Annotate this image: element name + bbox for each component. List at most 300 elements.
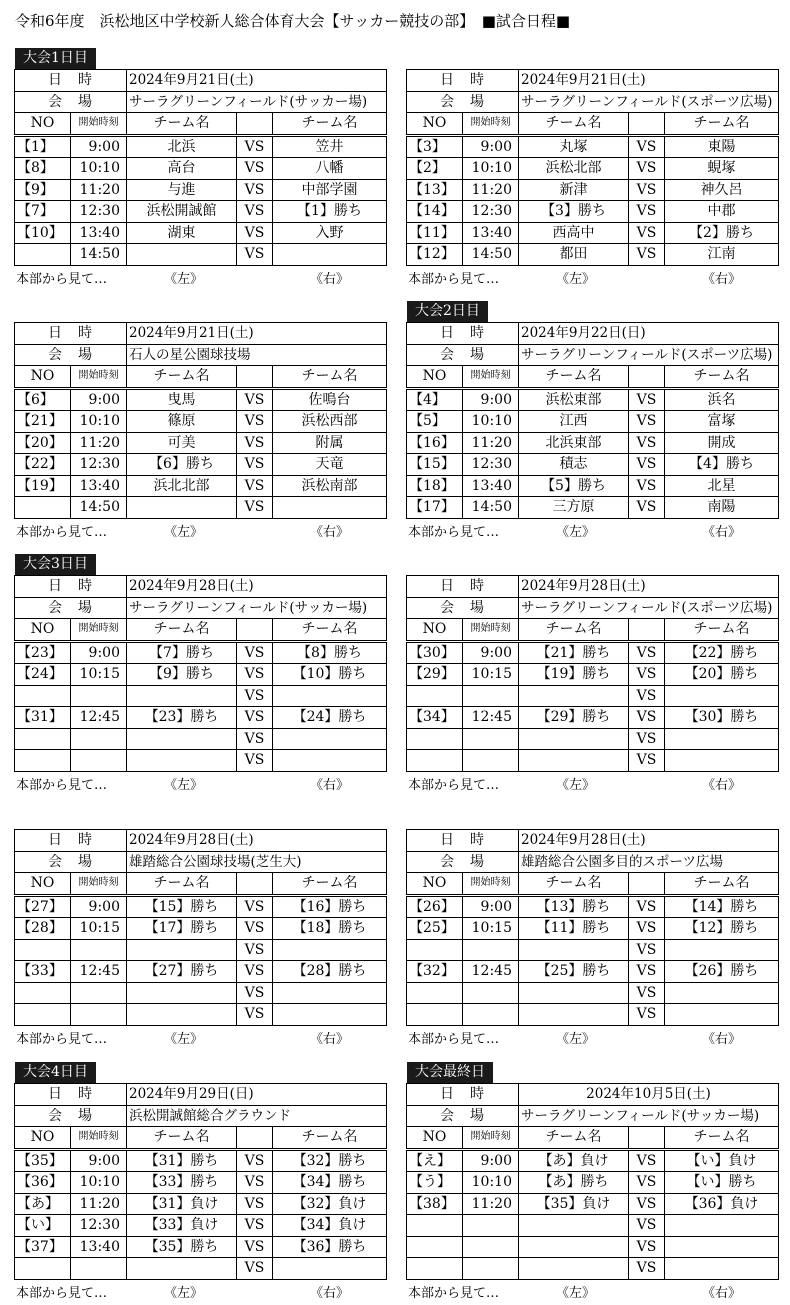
vs-label: VS — [629, 135, 665, 158]
team-right: 【1】勝ち — [273, 201, 387, 223]
team-right: 中郡 — [665, 201, 779, 223]
team-right: 【36】勝ち — [273, 1236, 387, 1258]
vs-header-blank — [237, 619, 273, 642]
team-left: 【33】負け — [127, 1215, 237, 1237]
match-row — [407, 135, 779, 158]
left-side-label: 《左》 — [556, 271, 596, 287]
team-header-right: チーム名 — [665, 1127, 779, 1150]
match-row — [15, 1004, 387, 1026]
match-number: 【19】 — [15, 475, 71, 497]
start-time-header: 開始時刻 — [71, 1127, 127, 1150]
from-hq-label: 本部から見て… — [408, 1285, 500, 1301]
orientation-note — [14, 772, 386, 792]
schedule-block — [406, 575, 778, 792]
team-left: 【11】勝ち — [519, 918, 629, 940]
vs-label: VS — [629, 497, 665, 519]
venue-label: 会 場 — [407, 344, 519, 366]
date-value: 2024年9月28日(土) — [519, 576, 779, 598]
start-time-header: 開始時刻 — [71, 113, 127, 136]
team-left — [519, 728, 629, 750]
match-row — [15, 1149, 387, 1172]
match-number: 【18】 — [407, 475, 463, 497]
match-row — [407, 244, 779, 266]
start-time: 12:30 — [71, 1215, 127, 1237]
team-header-right: チーム名 — [273, 619, 387, 642]
match-row — [407, 411, 779, 433]
match-row — [15, 1236, 387, 1258]
match-number: 【30】 — [407, 641, 463, 664]
match-number — [15, 1004, 71, 1026]
match-row — [15, 918, 387, 940]
vs-label: VS — [237, 961, 273, 983]
match-number: 【い】 — [15, 1215, 71, 1237]
date-label: 日 時 — [407, 70, 519, 92]
team-right — [273, 1004, 387, 1026]
team-left: 【31】勝ち — [127, 1149, 237, 1172]
match-number — [15, 1258, 71, 1280]
venue-label: 会 場 — [15, 91, 127, 113]
team-header-right: チーム名 — [273, 113, 387, 136]
start-time — [71, 1258, 127, 1280]
team-right: 【22】勝ち — [665, 641, 779, 664]
match-number: 【う】 — [407, 1172, 463, 1194]
start-time: 13:40 — [463, 222, 519, 244]
vs-label: VS — [629, 244, 665, 266]
no-header: NO — [407, 873, 463, 896]
match-row — [407, 664, 779, 686]
team-header-left: チーム名 — [127, 113, 237, 136]
team-right: 【い】負け — [665, 1149, 779, 1172]
match-number: 【29】 — [407, 664, 463, 686]
date-label: 日 時 — [15, 70, 127, 92]
right-side-label: 《右》 — [310, 1285, 350, 1301]
start-time: 9:00 — [71, 388, 127, 411]
match-number — [407, 728, 463, 750]
match-row — [15, 664, 387, 686]
match-number — [407, 1258, 463, 1280]
match-number: 【8】 — [15, 158, 71, 180]
vs-label: VS — [237, 1004, 273, 1026]
team-left: 【6】勝ち — [127, 454, 237, 476]
vs-label: VS — [629, 475, 665, 497]
team-header-right: チーム名 — [273, 366, 387, 389]
team-right: 北星 — [665, 475, 779, 497]
start-time-header: 開始時刻 — [71, 366, 127, 389]
vs-label: VS — [629, 1004, 665, 1026]
match-row — [407, 388, 779, 411]
start-time — [71, 750, 127, 772]
start-time — [463, 1004, 519, 1026]
team-right: 【20】勝ち — [665, 664, 779, 686]
match-row — [15, 750, 387, 772]
team-left: 【7】勝ち — [127, 641, 237, 664]
right-side-label: 《右》 — [702, 271, 742, 287]
team-header-left: チーム名 — [519, 113, 629, 136]
team-header-right: チーム名 — [273, 873, 387, 896]
team-left: 積志 — [519, 454, 629, 476]
team-left — [519, 1258, 629, 1280]
vs-header-blank — [629, 873, 665, 896]
team-left: 三方原 — [519, 497, 629, 519]
vs-label: VS — [629, 158, 665, 180]
day-label-2: 大会2日目 — [407, 301, 488, 322]
match-number: 【37】 — [15, 1236, 71, 1258]
start-time: 10:15 — [71, 918, 127, 940]
team-left: 【35】負け — [519, 1193, 629, 1215]
team-left: 【27】勝ち — [127, 961, 237, 983]
venue-value: 雄踏総合公園多目的スポーツ広場 — [519, 851, 779, 873]
vs-label: VS — [237, 1258, 273, 1280]
schedule-block — [406, 322, 778, 539]
vs-label: VS — [629, 895, 665, 918]
vs-label: VS — [237, 135, 273, 158]
team-left: 【あ】負け — [519, 1149, 629, 1172]
team-header-left: チーム名 — [519, 619, 629, 642]
team-right: 【32】負け — [273, 1193, 387, 1215]
team-right: 富塚 — [665, 411, 779, 433]
match-number — [407, 939, 463, 961]
match-number: 【12】 — [407, 244, 463, 266]
date-value: 2024年9月21日(土) — [127, 70, 387, 92]
schedule-block — [406, 1083, 778, 1300]
right-side-label: 《右》 — [702, 1031, 742, 1047]
start-time: 11:20 — [71, 179, 127, 201]
start-time — [71, 939, 127, 961]
team-right — [273, 750, 387, 772]
start-time: 9:00 — [71, 135, 127, 158]
team-left — [519, 685, 629, 707]
match-number: 【26】 — [407, 895, 463, 918]
venue-label: 会 場 — [15, 1105, 127, 1127]
match-number: 【20】 — [15, 432, 71, 454]
start-time — [463, 750, 519, 772]
match-row — [15, 201, 387, 223]
team-right — [665, 1215, 779, 1237]
start-time: 9:00 — [71, 641, 127, 664]
left-side-label: 《左》 — [164, 777, 204, 793]
vs-label: VS — [237, 222, 273, 244]
from-hq-label: 本部から見て… — [408, 777, 500, 793]
team-right — [665, 685, 779, 707]
venue-value: サーラグリーンフィールド(スポーツ広場) — [519, 597, 779, 619]
start-time-header: 開始時刻 — [71, 873, 127, 896]
match-number: 【10】 — [15, 222, 71, 244]
match-row — [15, 1258, 387, 1280]
match-row — [407, 750, 779, 772]
team-left: 【9】勝ち — [127, 664, 237, 686]
right-side-label: 《右》 — [702, 777, 742, 793]
team-right: 【36】負け — [665, 1193, 779, 1215]
team-right: 天竜 — [273, 454, 387, 476]
match-number: 【5】 — [407, 411, 463, 433]
start-time: 9:00 — [463, 135, 519, 158]
start-time: 12:45 — [71, 707, 127, 729]
start-time: 10:10 — [463, 411, 519, 433]
vs-label: VS — [629, 1215, 665, 1237]
team-left — [519, 1236, 629, 1258]
match-row — [407, 982, 779, 1004]
team-header-left: チーム名 — [127, 619, 237, 642]
schedule-block — [14, 1083, 386, 1300]
match-number: 【33】 — [15, 961, 71, 983]
match-number — [407, 750, 463, 772]
start-time: 14:50 — [463, 497, 519, 519]
match-number — [407, 685, 463, 707]
date-label: 日 時 — [407, 830, 519, 852]
team-left: 浜松開誠館 — [127, 201, 237, 223]
match-row — [15, 1172, 387, 1194]
team-left: 【15】勝ち — [127, 895, 237, 918]
match-number: 【13】 — [407, 179, 463, 201]
date-value: 2024年9月21日(土) — [127, 323, 387, 345]
start-time — [463, 1236, 519, 1258]
team-right — [665, 1004, 779, 1026]
team-left: 【21】勝ち — [519, 641, 629, 664]
match-row — [15, 939, 387, 961]
vs-header-blank — [629, 619, 665, 642]
match-number: 【25】 — [407, 918, 463, 940]
from-hq-label: 本部から見て… — [408, 271, 500, 287]
team-right: 【8】勝ち — [273, 641, 387, 664]
venue-value: 雄踏総合公園球技場(芝生大) — [127, 851, 387, 873]
team-left — [519, 750, 629, 772]
vs-label: VS — [629, 728, 665, 750]
match-number: 【2】 — [407, 158, 463, 180]
match-row — [15, 135, 387, 158]
team-header-right: チーム名 — [665, 113, 779, 136]
start-time: 13:40 — [71, 475, 127, 497]
vs-header-blank — [237, 1127, 273, 1150]
date-value: 2024年9月28日(土) — [127, 830, 387, 852]
start-time: 14:50 — [463, 244, 519, 266]
team-right: 【18】勝ち — [273, 918, 387, 940]
match-number: 【36】 — [15, 1172, 71, 1194]
vs-label: VS — [237, 939, 273, 961]
team-left: 北浜東部 — [519, 432, 629, 454]
start-time: 10:15 — [463, 664, 519, 686]
from-hq-label: 本部から見て… — [16, 524, 108, 540]
orientation-note — [406, 266, 778, 286]
vs-label: VS — [237, 497, 273, 519]
date-value: 2024年9月28日(土) — [127, 576, 387, 598]
team-left: 【31】負け — [127, 1193, 237, 1215]
match-row — [407, 939, 779, 961]
venue-label: 会 場 — [407, 1105, 519, 1127]
left-side-label: 《左》 — [164, 524, 204, 540]
schedule-block — [406, 69, 778, 286]
team-right: 浜松西部 — [273, 411, 387, 433]
match-number — [15, 497, 71, 519]
match-number: 【35】 — [15, 1149, 71, 1172]
match-number: 【6】 — [15, 388, 71, 411]
team-left: 篠原 — [127, 411, 237, 433]
team-right: 【16】勝ち — [273, 895, 387, 918]
match-row — [407, 201, 779, 223]
match-number: 【あ】 — [15, 1193, 71, 1215]
right-side-label: 《右》 — [310, 524, 350, 540]
team-right: 佐鳴台 — [273, 388, 387, 411]
match-number: 【15】 — [407, 454, 463, 476]
start-time: 10:10 — [71, 411, 127, 433]
team-header-right: チーム名 — [665, 366, 779, 389]
vs-header-blank — [629, 113, 665, 136]
team-left: 西高中 — [519, 222, 629, 244]
team-header-left: チーム名 — [127, 873, 237, 896]
team-left: 新津 — [519, 179, 629, 201]
match-number: 【16】 — [407, 432, 463, 454]
team-left — [519, 1004, 629, 1026]
start-time: 13:40 — [463, 475, 519, 497]
team-right — [273, 728, 387, 750]
team-right — [273, 685, 387, 707]
match-row — [15, 411, 387, 433]
team-header-right: チーム名 — [665, 619, 779, 642]
team-left: 江西 — [519, 411, 629, 433]
start-time: 12:30 — [71, 454, 127, 476]
start-time — [71, 685, 127, 707]
date-label: 日 時 — [15, 1084, 127, 1106]
match-number: 【4】 — [407, 388, 463, 411]
team-right: 【26】勝ち — [665, 961, 779, 983]
vs-label: VS — [629, 685, 665, 707]
team-left: 【35】勝ち — [127, 1236, 237, 1258]
match-row — [407, 1193, 779, 1215]
vs-label: VS — [629, 982, 665, 1004]
team-header-left: チーム名 — [519, 1127, 629, 1150]
vs-label: VS — [629, 179, 665, 201]
schedule-block — [14, 575, 386, 792]
date-value: 2024年9月28日(土) — [519, 830, 779, 852]
team-right: 神久呂 — [665, 179, 779, 201]
vs-label: VS — [237, 1193, 273, 1215]
match-row — [407, 961, 779, 983]
team-left: 【17】勝ち — [127, 918, 237, 940]
match-number — [15, 939, 71, 961]
date-value: 2024年10月5日(土) — [519, 1084, 779, 1106]
orientation-note — [406, 1026, 778, 1046]
team-right: 【2】勝ち — [665, 222, 779, 244]
team-right: 浜名 — [665, 388, 779, 411]
match-row — [15, 895, 387, 918]
team-header-left: チーム名 — [127, 366, 237, 389]
team-header-left: チーム名 — [519, 366, 629, 389]
team-left — [127, 1004, 237, 1026]
no-header: NO — [407, 1127, 463, 1150]
match-row — [407, 641, 779, 664]
vs-label: VS — [629, 939, 665, 961]
team-right: 江南 — [665, 244, 779, 266]
schedule-block — [406, 829, 778, 1046]
team-right: 南陽 — [665, 497, 779, 519]
team-right — [665, 1258, 779, 1280]
match-number — [407, 1236, 463, 1258]
orientation-note — [406, 519, 778, 539]
date-label: 日 時 — [15, 830, 127, 852]
date-label: 日 時 — [407, 1084, 519, 1106]
start-time — [463, 939, 519, 961]
start-time-header: 開始時刻 — [463, 366, 519, 389]
vs-label: VS — [629, 1236, 665, 1258]
match-row — [407, 685, 779, 707]
match-row — [15, 179, 387, 201]
start-time: 12:30 — [71, 201, 127, 223]
team-left: 【33】勝ち — [127, 1172, 237, 1194]
team-left — [519, 982, 629, 1004]
team-header-right: チーム名 — [665, 873, 779, 896]
from-hq-label: 本部から見て… — [16, 777, 108, 793]
team-left — [127, 685, 237, 707]
vs-label: VS — [629, 1258, 665, 1280]
match-row — [15, 707, 387, 729]
start-time — [463, 728, 519, 750]
vs-label: VS — [237, 685, 273, 707]
team-left: 湖東 — [127, 222, 237, 244]
match-number: 【14】 — [407, 201, 463, 223]
match-row — [407, 432, 779, 454]
start-time: 11:20 — [463, 432, 519, 454]
venue-value: サーラグリーンフィールド(サッカー場) — [519, 1105, 779, 1127]
start-time: 13:40 — [71, 222, 127, 244]
team-right: 笠井 — [273, 135, 387, 158]
start-time: 11:20 — [71, 432, 127, 454]
start-time: 9:00 — [463, 895, 519, 918]
vs-header-blank — [237, 366, 273, 389]
team-right: 東陽 — [665, 135, 779, 158]
vs-label: VS — [629, 750, 665, 772]
team-right: 開成 — [665, 432, 779, 454]
start-time-header: 開始時刻 — [463, 873, 519, 896]
vs-label: VS — [237, 1215, 273, 1237]
vs-label: VS — [629, 641, 665, 664]
venue-value: 浜松開誠館総合グラウンド — [127, 1105, 387, 1127]
vs-label: VS — [629, 707, 665, 729]
team-right — [273, 244, 387, 266]
team-left: 【25】勝ち — [519, 961, 629, 983]
left-side-label: 《左》 — [556, 1031, 596, 1047]
match-row — [15, 1193, 387, 1215]
team-right: 【い】勝ち — [665, 1172, 779, 1194]
team-left: 可美 — [127, 432, 237, 454]
team-left — [127, 750, 237, 772]
vs-label: VS — [629, 664, 665, 686]
match-number: 【11】 — [407, 222, 463, 244]
right-side-label: 《右》 — [310, 271, 350, 287]
start-time — [463, 685, 519, 707]
start-time — [463, 982, 519, 1004]
vs-header-blank — [237, 873, 273, 896]
venue-label: 会 場 — [15, 597, 127, 619]
match-row — [15, 388, 387, 411]
start-time — [463, 1258, 519, 1280]
team-left: 与進 — [127, 179, 237, 201]
start-time: 10:15 — [463, 918, 519, 940]
team-right: 【10】勝ち — [273, 664, 387, 686]
date-label: 日 時 — [407, 323, 519, 345]
venue-label: 会 場 — [407, 851, 519, 873]
match-row — [407, 918, 779, 940]
date-value: 2024年9月22日(日) — [519, 323, 779, 345]
page-title: 令和6年度 浜松地区中学校新人総合体育大会【サッカー競技の部】 ■試合日程■ — [15, 12, 571, 30]
team-right — [273, 982, 387, 1004]
team-right — [273, 1258, 387, 1280]
vs-label: VS — [237, 1149, 273, 1172]
match-row — [15, 641, 387, 664]
match-row — [407, 707, 779, 729]
team-right — [665, 1236, 779, 1258]
team-header-right: チーム名 — [273, 1127, 387, 1150]
venue-label: 会 場 — [15, 851, 127, 873]
right-side-label: 《右》 — [702, 1285, 742, 1301]
